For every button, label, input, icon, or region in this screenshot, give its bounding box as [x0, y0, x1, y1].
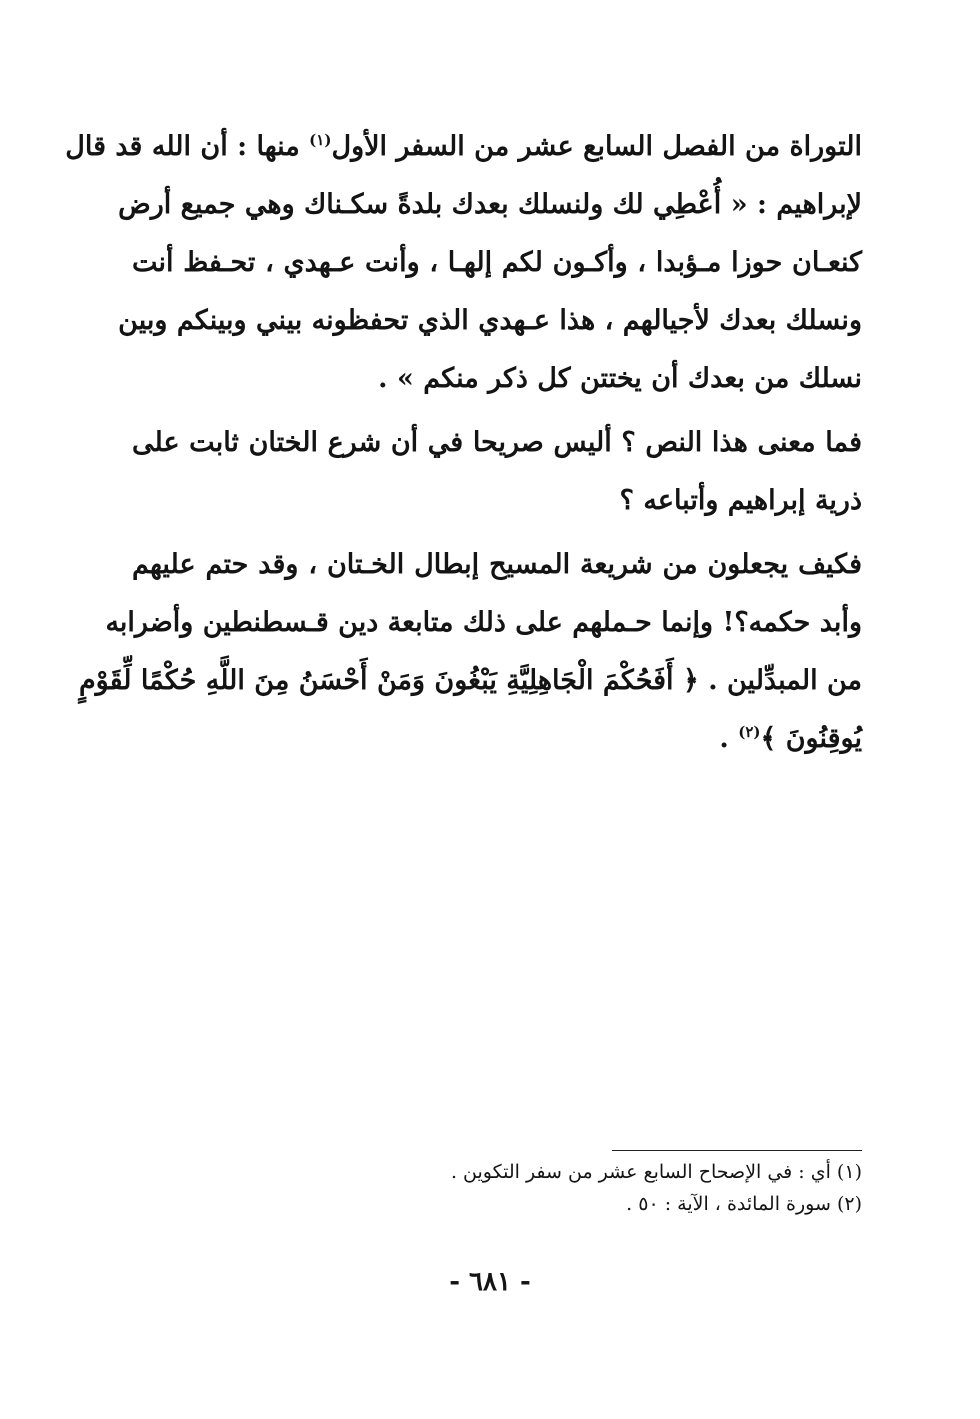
text-line: فما معنى هذا النص ؟ أليس صريحا في أن شرع الختان ثابت على	[132, 427, 862, 458]
text-fragment: التوراة من الفصل السابع عشر من السفر الأول	[331, 131, 862, 162]
text-line: ونسلك بعدك لأجيالهم ، هذا عـهدي الذي تحفظونه بيني وبينكم وبين	[118, 305, 862, 336]
footnotes	[430, 1156, 862, 1220]
text-line: ذرية إبراهيم وأتباعه ؟	[619, 485, 862, 516]
text-line	[65, 118, 862, 176]
footnote-marker: (٢)	[738, 723, 761, 741]
text-fragment: .	[719, 723, 739, 754]
page-number: - ٦٨١ -	[449, 1267, 531, 1297]
footnote-marker: (١)	[309, 131, 332, 149]
text-fragment: منها : أن الله قد قال	[65, 131, 310, 162]
text-line: نسلك من بعدك أن يختتن كل ذكر منكم » .	[378, 363, 862, 394]
footnote-divider	[612, 1150, 862, 1151]
footnote: (٢) سورة المائدة ، الآية : ٥٠ .	[626, 1193, 862, 1215]
text-line: وأبد حكمه؟! وإنما حـملهم على ذلك متابعة دين قـسطنطين وأضرابه	[105, 607, 862, 638]
footnote: (١) أي : في الإصحاح السابع عشر من سفر التكوين .	[450, 1161, 862, 1183]
text-line: فكيف يجعلون من شريعة المسيح إبطال الخـتان ، وقد حتم عليهم	[132, 549, 862, 580]
text-line	[132, 710, 862, 768]
text-line: كنعـان حوزا مـؤبدا ، وأكـون لكم إلهـا ، وأنت عـهدي ، تحـفظ أنت	[132, 247, 862, 278]
text-line: لإبراهيم : « أُعْطِي لك ولنسلك بعدك بلدةً سكـناك وهي جميع أرض	[118, 189, 862, 220]
text-line	[78, 652, 862, 710]
quran-verse: يُوقِنُونَ ﴾	[760, 723, 862, 754]
text-fragment: من المبدِّلين .	[698, 665, 862, 696]
main-text	[65, 118, 862, 768]
quran-verse: ﴿ أَفَحُكْمَ الْجَاهِلِيَّةِ يَبْغُونَ وَمَنْ أَحْسَنُ مِنَ اللَّهِ حُكْمًا لِّقَوْمٍ	[78, 665, 699, 696]
